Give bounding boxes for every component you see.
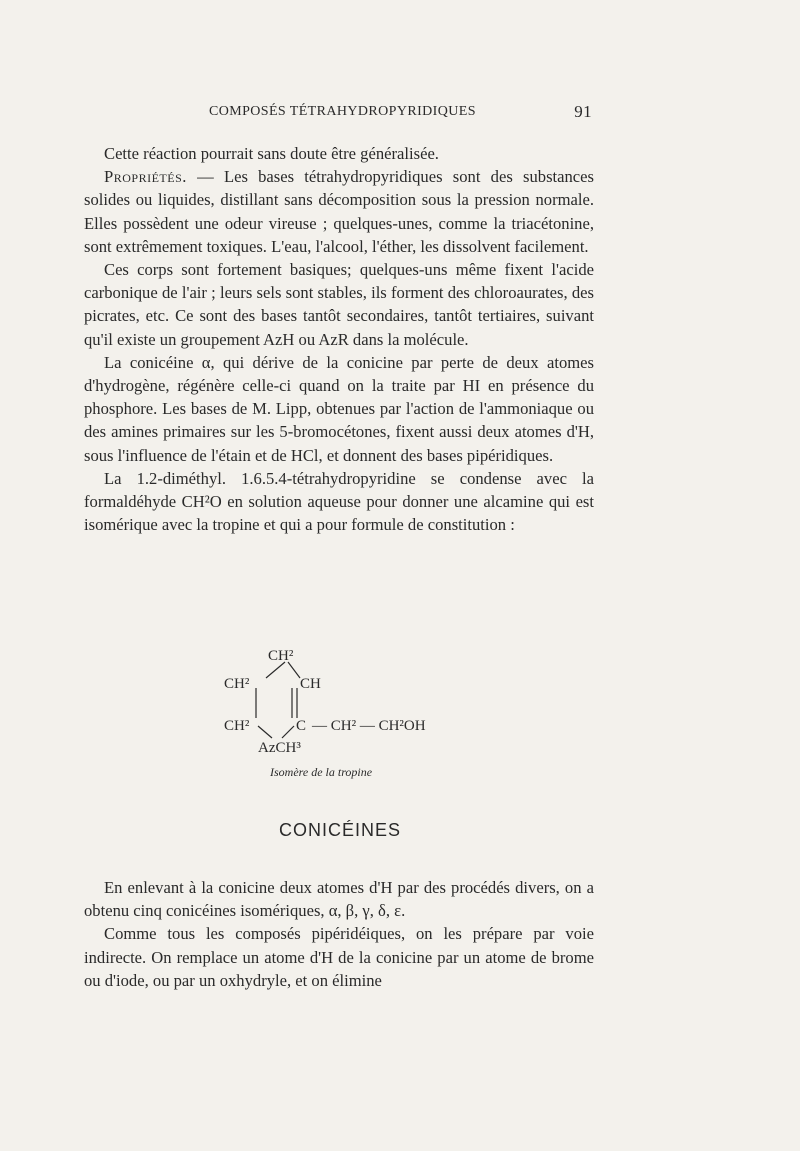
paragraph-2-text: — Les bases tétrahydropyridiques sont des substances solides ou liquides, distillant sans décomposition sous la pression normale. Elles possèdent une odeur vireuse ; quelques-unes, comme la triacétonine, sont extrêmement toxiques. L'eau, l'alcool, l'éther, les dissolvent facilement. <box>84 167 594 256</box>
running-title: COMPOSÉS TÉTRAHYDROPYRIDIQUES <box>209 104 476 119</box>
atom-top: CH² <box>268 648 294 664</box>
nitrogen-group: AzCH³ <box>258 740 301 756</box>
atom-left-upper: CH² <box>224 676 250 692</box>
lower-text <box>84 876 594 992</box>
paragraph-5: La 1.2-diméthyl. 1.6.5.4-tétrahydropyridine se condense avec la formaldéhyde CH²O en solution aqueuse pour donner une alcamine qui est isomérique avec la tropine et qui a pour formule de constitution : <box>84 468 594 535</box>
bond-bottom-right <box>282 726 294 738</box>
page-number: 91 <box>574 102 592 121</box>
atom-left-lower: CH² <box>224 718 250 734</box>
bond-bottom-left <box>258 726 272 738</box>
paragraph-3: Ces corps sont fortement basiques; quelques-uns même fixent l'acide carbonique de l'air ; leurs sels sont stables, ils forment des chloroaurates, des picrates, etc. Ce sont des bases tantôt secondaires, tantôt tertiaires, suivant qu'il existe un groupement AzH ou AzR dans la molécule. <box>84 260 594 349</box>
atom-right-upper: CH <box>300 676 321 692</box>
paragraph-1: Cette réaction pourrait sans doute être généralisée. <box>104 144 439 163</box>
bond-top-right <box>288 662 300 678</box>
page-header <box>84 104 594 126</box>
paragraph-2 <box>84 165 594 258</box>
atom-right-lower: C <box>296 718 307 734</box>
body-text <box>84 142 594 536</box>
section-title: CONICÉINES <box>278 820 402 840</box>
formula-caption: Isomère de la tropine <box>270 765 373 779</box>
side-chain: — CH² — CH²OH <box>312 718 426 734</box>
proprietes-label: Propriétés. <box>104 167 187 187</box>
bond-top-left <box>266 662 285 678</box>
paragraph-7: Comme tous les composés pipéridéiques, on les prépare par voie indirecte. On remplace un atome d'H de la conicine par un atome de brome ou d'iode, ou par un oxhydryle, et on élimine <box>84 924 594 990</box>
paragraph-4: La conicéine α, qui dérive de la conicine par perte de deux atomes d'hydrogène, régénère celle-ci quand on la traite par HI en présence du phosphore. Les bases de M. Lipp, obtenues par l'action de l'ammoniaque ou des amines primaires sur les 5-bromocétones, fixent aussi deux atomes d'H, sous l'influence de l'étain et de HCl, et donnent des bases pipéridiques. <box>84 352 594 465</box>
structural-formula <box>0 640 800 790</box>
formula-diagram <box>0 640 800 770</box>
paragraph-6: En enlevant à la conicine deux atomes d'H par des procédés divers, on a obtenu cinq conicéines isomériques, α, β, γ, δ, ε. <box>84 878 594 921</box>
